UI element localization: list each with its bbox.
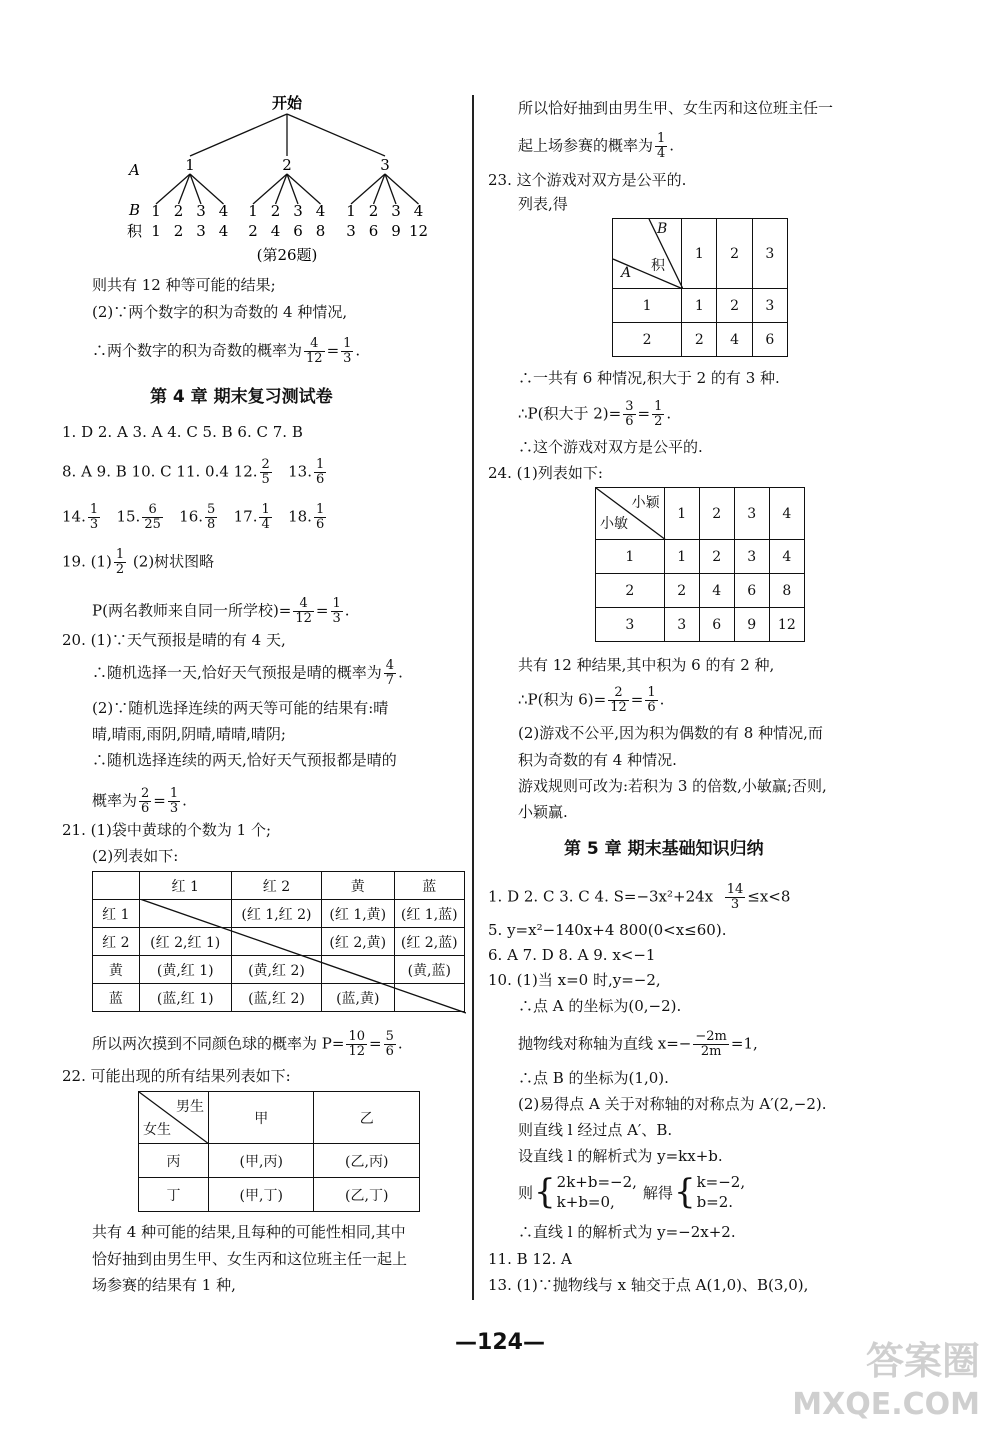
table-cell: 2 xyxy=(613,323,682,357)
chapter-5-heading: 第 5 章 期末基础知识归纳 xyxy=(564,839,764,859)
numerator: 1 xyxy=(89,502,99,517)
denominator: 3 xyxy=(89,517,99,532)
denominator: 6 xyxy=(141,801,150,816)
text: 15. xyxy=(116,507,141,526)
denominator: 3 xyxy=(730,897,740,912)
table-cell: 6 xyxy=(752,323,787,357)
table-cell: 2 xyxy=(699,488,734,540)
table-cell: 丙 xyxy=(139,1144,209,1178)
text: . xyxy=(659,690,665,709)
table-cell: (蓝,红 2) xyxy=(231,984,321,1012)
table-cell: 4 xyxy=(699,574,734,608)
denominator: 6 xyxy=(315,517,325,532)
text: . xyxy=(398,663,403,682)
table-cell: (红 2,蓝) xyxy=(394,928,465,956)
denominator: 12 xyxy=(306,351,323,366)
tree-level-a xyxy=(185,156,390,174)
right-text-line: 5. y=x²−140x+4 800(0<x≤60). xyxy=(488,921,727,939)
text: = xyxy=(153,791,166,810)
left-text-line: (2)∵随机选择连续的两天等可能的结果有:晴 xyxy=(92,699,389,717)
numerator: 6 xyxy=(142,503,163,518)
left-text-line xyxy=(62,548,214,577)
right-text-line: 11. B 12. A xyxy=(488,1250,572,1268)
table-row xyxy=(596,540,805,574)
fraction xyxy=(142,503,163,532)
tree-product: 1 xyxy=(151,222,161,240)
right-text-line: ∴点 A 的坐标为(0,−2). xyxy=(518,997,682,1015)
tree-product: 6 xyxy=(293,222,303,240)
tree-product: 4 xyxy=(218,222,229,240)
equation-system xyxy=(557,1172,637,1212)
table-cell: 9 xyxy=(734,608,769,642)
table-cell: 4 xyxy=(769,488,804,540)
table-cell: 蓝 xyxy=(93,984,140,1012)
text: 17. xyxy=(233,507,258,526)
table-cell: 2 xyxy=(717,219,752,289)
table-cell: 2 xyxy=(596,574,665,608)
right-text-line: 列表,得 xyxy=(518,195,568,213)
left-text-line: 恰好抽到由男生甲、女生丙和这位班主任一起上 xyxy=(92,1250,408,1268)
corner-label: B xyxy=(657,221,668,237)
table-cell: 3 xyxy=(596,608,665,642)
text: 8. A 9. B 10. C 11. 0.4 12. xyxy=(62,462,258,481)
page-number: —124— xyxy=(455,1330,545,1355)
table-row xyxy=(613,289,788,323)
tree-node-b: 4 xyxy=(315,202,326,220)
denominator: 3 xyxy=(332,611,341,626)
right-text-line: 23. 这个游戏对双方是公平的. xyxy=(488,171,687,189)
numerator: 1 xyxy=(647,685,656,700)
tree-caption: (第26题) xyxy=(256,246,318,264)
tree-node-b: 4 xyxy=(413,202,424,220)
text: . xyxy=(344,601,350,620)
fraction xyxy=(645,686,657,715)
table-cell: 红 2 xyxy=(93,928,140,956)
right-text-line: (2)易得点 A 关于对称轴的对称点为 A′(2,−2). xyxy=(518,1095,827,1113)
table-cell: 8 xyxy=(769,574,804,608)
chapter-4-heading: 第 4 章 期末复习测试卷 xyxy=(150,387,333,407)
left-text-line: 1. D 2. A 3. A 4. C 5. B 6. C 7. B xyxy=(62,423,303,441)
table-cell: (黄,蓝) xyxy=(394,956,465,984)
numerator: 2 xyxy=(141,786,150,801)
denominator: 12 xyxy=(610,700,627,715)
text: 19. (1) xyxy=(62,552,112,571)
right-text-line: (2)游戏不公平,因为积为偶数的有 8 种情况,而 xyxy=(518,724,823,742)
text: = xyxy=(630,690,644,709)
tree-node-b: 4 xyxy=(218,202,229,220)
fraction xyxy=(293,597,314,626)
tree-product: 3 xyxy=(346,222,356,240)
numerator: 1 xyxy=(343,336,352,351)
left-text-line: 共有 4 种可能的结果,且每种的可能性相同,其中 xyxy=(92,1223,406,1241)
fraction xyxy=(139,787,151,816)
left-text-line: 则共有 12 种等可能的结果; xyxy=(92,276,276,294)
denominator: 4 xyxy=(657,146,666,161)
text: 概率为 xyxy=(92,791,138,810)
table-cell: 2 xyxy=(664,574,699,608)
equation: 2k+b=−2, xyxy=(556,1173,637,1191)
table-cell: 1 xyxy=(682,289,717,323)
text: 18. xyxy=(288,507,312,526)
tree-row-prod-label: 积 xyxy=(127,222,143,240)
text: . xyxy=(355,341,361,360)
fraction xyxy=(652,400,664,429)
table-cell: 6 xyxy=(699,608,734,642)
text: 1. D 2. C 3. C 4. S=−3x²+24x xyxy=(488,887,714,906)
fraction xyxy=(341,337,353,366)
left-text-line: (2)列表如下: xyxy=(92,847,179,865)
right-text-line: 24. (1)列表如下: xyxy=(488,464,603,482)
tree-node-b: 1 xyxy=(346,202,356,220)
table-cell: (乙,丁) xyxy=(314,1178,420,1212)
table-cell: 4 xyxy=(769,540,804,574)
right-text-line: 13. (1)∵抛物线与 x 轴交于点 A(1,0)、B(3,0), xyxy=(488,1276,809,1294)
numerator: 1 xyxy=(654,399,663,414)
denominator: 2 xyxy=(115,562,125,577)
tree-products xyxy=(151,222,428,240)
numerator: 2 xyxy=(608,686,629,701)
table-cell: 黄 xyxy=(93,956,140,984)
table-cell: 红 1 xyxy=(93,900,140,928)
table-row xyxy=(596,574,805,608)
table-cell: 6 xyxy=(734,574,769,608)
table-cell: 2 xyxy=(699,540,734,574)
table-cell: 3 xyxy=(734,540,769,574)
table-22 xyxy=(138,1091,420,1212)
denominator: 4 xyxy=(261,517,270,532)
column-divider xyxy=(472,95,474,1300)
table-cell: 1 xyxy=(664,540,699,574)
table-row xyxy=(613,323,788,357)
table-21-diagonal xyxy=(140,899,466,1014)
numerator: 10 xyxy=(348,1029,365,1044)
table-cell: 乙 xyxy=(314,1092,420,1144)
table-row xyxy=(596,608,805,642)
fraction xyxy=(655,132,667,161)
tree-product: 12 xyxy=(408,222,429,240)
table-corner-cell xyxy=(613,219,682,289)
watermark-text: MXQE.COM xyxy=(792,1387,980,1422)
denominator: 3 xyxy=(343,351,352,366)
denominator: 8 xyxy=(207,517,216,532)
right-text-line xyxy=(518,132,674,161)
numerator: 5 xyxy=(207,502,216,517)
fraction xyxy=(304,337,325,366)
text: 14. xyxy=(62,507,86,526)
fraction xyxy=(384,1030,396,1059)
left-text-line xyxy=(62,458,328,487)
text: . xyxy=(666,404,672,423)
denominator: 6 xyxy=(385,1044,394,1059)
table-cell: 3 xyxy=(664,608,699,642)
table-row xyxy=(139,1092,420,1144)
left-text-line xyxy=(92,1030,403,1059)
text: 13. xyxy=(288,462,312,481)
table-cell: 丁 xyxy=(139,1178,209,1212)
left-text-line xyxy=(92,659,403,688)
table-cell: 1 xyxy=(682,219,717,289)
equation: b=2. xyxy=(696,1193,734,1211)
text: = xyxy=(637,404,651,423)
fraction xyxy=(346,1030,367,1059)
tree-product: 2 xyxy=(173,222,184,240)
table-cell: 2 xyxy=(717,289,752,323)
table-cell: (红 1,红 2) xyxy=(231,900,321,928)
corner-label: 小敏 xyxy=(600,516,628,532)
fraction xyxy=(88,503,100,532)
right-text-line: 小颖赢. xyxy=(518,803,568,821)
numerator: 4 xyxy=(293,597,314,612)
right-text-line: ∴这个游戏对双方是公平的. xyxy=(518,438,703,456)
numerator: 1 xyxy=(332,596,341,611)
denominator: 6 xyxy=(625,414,634,429)
denominator: 25 xyxy=(144,517,161,532)
tree-product: 4 xyxy=(270,222,281,240)
text: ∴P(积大于 2)= xyxy=(518,404,622,423)
text: = xyxy=(368,1034,382,1053)
text: 所以两次摸到不同颜色球的概率为 P= xyxy=(92,1034,345,1053)
tree-diagram xyxy=(115,90,445,270)
table-cell: 12 xyxy=(769,608,804,642)
fraction xyxy=(314,458,326,487)
table-row xyxy=(596,488,805,540)
right-text-line xyxy=(518,686,664,715)
table-cell: (黄,红 1) xyxy=(139,956,231,984)
denominator: 2 xyxy=(654,414,663,429)
text: 则 xyxy=(518,1183,534,1202)
left-text-line xyxy=(92,597,350,626)
tree-node-b: 1 xyxy=(248,202,258,220)
tree-level-b xyxy=(151,202,423,220)
denominator: 12 xyxy=(295,611,312,626)
fraction xyxy=(331,597,343,626)
numerator: 4 xyxy=(304,337,325,352)
table-cell: 黄 xyxy=(322,872,394,900)
table-corner-cell xyxy=(139,1092,209,1144)
right-text-line: 积为奇数的有 4 种情况. xyxy=(518,751,677,769)
table-cell xyxy=(93,872,140,900)
table-cell: 4 xyxy=(717,323,752,357)
right-text-line: 则直线 l 经过点 A′、B. xyxy=(518,1121,673,1139)
fraction xyxy=(608,686,629,715)
left-text-line: 20. (1)∵天气预报是晴的有 4 天, xyxy=(62,631,286,649)
text: =1, xyxy=(730,1034,758,1053)
tree-node-a: 2 xyxy=(282,156,292,174)
tree-product: 8 xyxy=(315,222,326,240)
corner-label: 小颖 xyxy=(631,495,660,511)
denominator: 7 xyxy=(385,673,395,688)
corner-label: 男生 xyxy=(175,1099,204,1115)
fraction xyxy=(259,503,271,532)
numerator: 1 xyxy=(315,502,325,517)
table-cell: (红 1,蓝) xyxy=(394,900,465,928)
text: 解得 xyxy=(642,1183,673,1202)
table-row xyxy=(613,219,788,289)
table-cell: 3 xyxy=(752,219,787,289)
tree-node-a: 1 xyxy=(185,156,195,174)
watermark-logo xyxy=(792,1339,980,1427)
text: 抛物线对称轴为直线 x=− xyxy=(518,1034,692,1053)
right-text-line: 设直线 l 的解析式为 y=kx+b. xyxy=(518,1147,723,1165)
tree-product: 3 xyxy=(196,222,206,240)
watermark-text: 答案圈 xyxy=(865,1339,980,1383)
fraction xyxy=(168,787,180,816)
tree-product: 9 xyxy=(391,222,401,240)
text: . xyxy=(182,791,187,810)
denominator: 12 xyxy=(348,1044,365,1059)
fraction xyxy=(205,503,217,532)
tree-node-a: 3 xyxy=(380,156,390,174)
text: = xyxy=(315,601,329,620)
fraction xyxy=(114,548,126,577)
table-cell: 红 1 xyxy=(139,872,231,900)
tree-node-b: 3 xyxy=(293,202,303,220)
right-text-line: ∴直线 l 的解析式为 y=−2x+2. xyxy=(518,1223,736,1241)
text: 16. xyxy=(179,507,204,526)
text: P(两名教师来自同一所学校)= xyxy=(92,601,292,620)
numerator: 2 xyxy=(261,457,270,472)
numerator: 14 xyxy=(726,882,744,897)
tree-row-a-label: A xyxy=(129,161,140,179)
table-cell: 红 2 xyxy=(231,872,321,900)
tree-row-b-label: B xyxy=(129,201,141,219)
tree-branch xyxy=(287,114,385,156)
table-cell: 1 xyxy=(596,540,665,574)
corner-label: 女生 xyxy=(143,1122,171,1138)
equation: k=−2, xyxy=(696,1173,746,1191)
left-text-line: 场参赛的结果有 1 种, xyxy=(92,1276,236,1294)
left-text-line: (2)∵两个数字的积为奇数的 4 种情况, xyxy=(92,303,348,321)
table-24 xyxy=(595,487,805,642)
denominator: 2m xyxy=(700,1044,722,1059)
table-cell: (甲,丁) xyxy=(208,1178,314,1212)
table-cell: (红 2,黄) xyxy=(322,928,394,956)
numerator: 1 xyxy=(261,502,270,517)
left-text-line xyxy=(92,787,187,816)
left-text-line: 21. (1)袋中黄球的个数为 1 个; xyxy=(62,821,272,839)
table-cell: 3 xyxy=(752,289,787,323)
right-text-line xyxy=(518,1030,758,1059)
text: 起上场参赛的概率为 xyxy=(518,136,654,155)
tree-node-b: 3 xyxy=(391,202,401,220)
text: (2)树状图略 xyxy=(128,552,215,571)
table-cell: (黄,红 2) xyxy=(231,956,321,984)
table-row xyxy=(139,1144,420,1178)
text: ∴两个数字的积为奇数的概率为 xyxy=(92,341,303,360)
equation-system-line xyxy=(518,1170,745,1214)
tree-node-b: 1 xyxy=(151,202,161,220)
right-text-line: 共有 12 种结果,其中积为 6 的有 2 种, xyxy=(518,656,775,674)
table-cell: (红 1,黄) xyxy=(322,900,394,928)
fraction xyxy=(260,458,272,487)
right-text-line: ∴一共有 6 种情况,积大于 2 的有 3 种. xyxy=(518,369,780,387)
right-text-line: ∴点 B 的坐标为(1,0). xyxy=(518,1069,669,1087)
fraction xyxy=(623,400,635,429)
numerator: 1 xyxy=(657,131,666,146)
denominator: 5 xyxy=(261,472,270,487)
fraction xyxy=(384,659,396,688)
table-cell: (乙,丙) xyxy=(314,1144,420,1178)
left-text-line xyxy=(62,503,328,532)
numerator: 1 xyxy=(169,786,179,801)
table-corner-cell xyxy=(596,488,665,540)
left-text-line: 晴,晴雨,雨阴,阴晴,晴晴,晴阴; xyxy=(92,725,286,743)
fraction xyxy=(693,1030,729,1059)
table-cell: (蓝,红 1) xyxy=(139,984,231,1012)
tree-branch xyxy=(190,114,287,156)
table-cell: 甲 xyxy=(208,1092,314,1144)
equation: k+b=0, xyxy=(556,1193,615,1211)
right-text-line xyxy=(518,400,671,429)
right-text-line: 10. (1)当 x=0 时,y=−2, xyxy=(488,971,661,989)
tree-node-b: 2 xyxy=(270,202,281,220)
table-cell: (红 2,红 1) xyxy=(139,928,231,956)
left-text-line xyxy=(92,337,360,366)
tree-node-b: 2 xyxy=(173,202,184,220)
tree-node-b: 3 xyxy=(196,202,206,220)
brace-icon: { xyxy=(673,1172,696,1212)
right-text-line xyxy=(488,883,790,912)
denominator: 6 xyxy=(647,700,656,715)
table-cell: (甲,丙) xyxy=(208,1144,314,1178)
right-text-line: 6. A 7. D 8. A 9. x<−1 xyxy=(488,946,656,964)
numerator: 1 xyxy=(315,457,325,472)
text: = xyxy=(326,341,340,360)
left-text-line: 22. 可能出现的所有结果列表如下: xyxy=(62,1067,291,1085)
table-cell: 蓝 xyxy=(394,872,465,900)
fraction xyxy=(314,503,326,532)
equation-system xyxy=(697,1172,746,1212)
tree-product: 6 xyxy=(368,222,379,240)
brace-icon: { xyxy=(534,1172,556,1212)
fraction xyxy=(725,883,746,912)
right-text-line: 所以恰好抽到由男生甲、女生丙和这位班主任一 xyxy=(518,99,834,117)
tree-node-b: 2 xyxy=(368,202,379,220)
text: . xyxy=(397,1034,403,1053)
tree-product: 2 xyxy=(248,222,258,240)
text: ≤x<8 xyxy=(747,887,791,906)
table-cell: 1 xyxy=(664,488,699,540)
tree-root: 开始 xyxy=(271,94,303,112)
table-cell: (蓝,黄) xyxy=(322,984,394,1012)
table-row xyxy=(139,1178,420,1212)
left-text-line: ∴随机选择连续的两天,恰好天气预报都是晴的 xyxy=(92,751,397,769)
text: ∴P(积为 6)= xyxy=(518,690,607,709)
numerator: −2m xyxy=(695,1029,727,1044)
table-cell: 2 xyxy=(682,323,717,357)
numerator: 3 xyxy=(625,399,634,414)
corner-label: 积 xyxy=(651,258,665,274)
denominator: 6 xyxy=(315,472,325,487)
numerator: 4 xyxy=(385,658,395,673)
right-text-line: 游戏规则可改为:若积为 3 的倍数,小敏赢;否则, xyxy=(518,777,827,795)
table-cell: 3 xyxy=(734,488,769,540)
numerator: 5 xyxy=(385,1029,394,1044)
numerator: 1 xyxy=(115,547,125,562)
denominator: 3 xyxy=(169,801,179,816)
table-23 xyxy=(612,218,788,357)
corner-label: A xyxy=(621,265,632,281)
text: ∴随机选择一天,恰好天气预报是晴的概率为 xyxy=(92,663,382,682)
table-cell: 1 xyxy=(613,289,682,323)
table-row xyxy=(93,872,465,900)
text: . xyxy=(669,136,675,155)
